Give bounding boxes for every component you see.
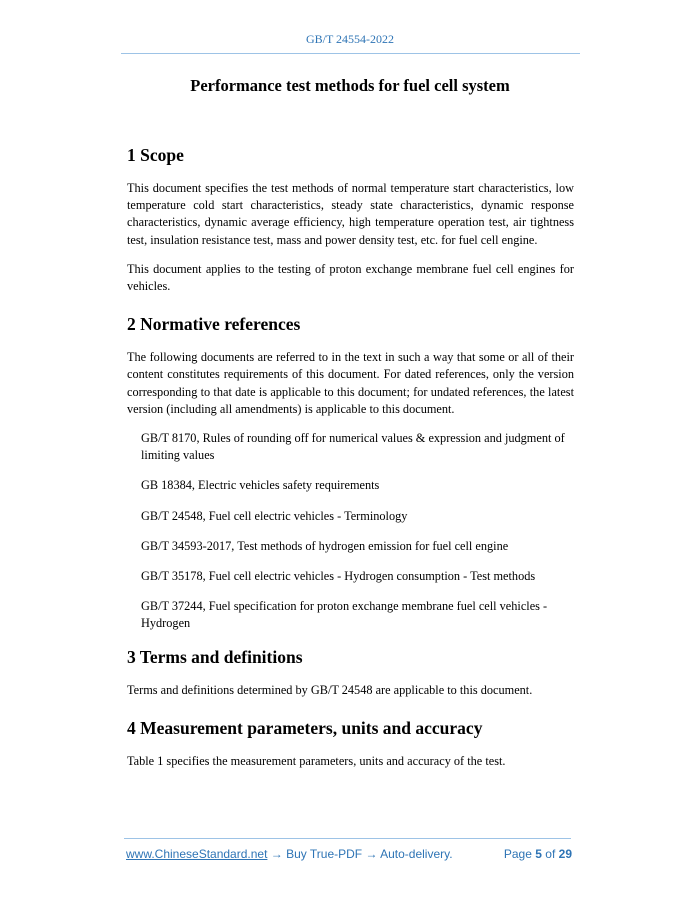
header-standard-code: GB/T 24554-2022 bbox=[305, 32, 395, 46]
reference-item: GB/T 8170, Rules of rounding off for numerical values & expression and judgment of limiting values bbox=[141, 431, 565, 463]
footer-divider bbox=[124, 838, 571, 839]
website-link[interactable]: www.ChineseStandard.net bbox=[126, 847, 268, 861]
section-heading-normative-references: 2 Normative references bbox=[127, 314, 301, 335]
page-current: 5 bbox=[535, 847, 542, 861]
terms-paragraph: Terms and definitions determined by GB/T 24548 are applicable to this document. bbox=[127, 682, 533, 697]
section-heading-measurement: 4 Measurement parameters, units and accuracy bbox=[127, 717, 483, 738]
section-heading-terms: 3 Terms and definitions bbox=[127, 646, 303, 667]
reference-item: GB/T 37244, Fuel specification for proton exchange membrane fuel cell vehicles - Hydrogen bbox=[141, 599, 548, 631]
scope-paragraph-2: This document applies to the testing of proton exchange membrane fuel cell engines for vehicles. bbox=[127, 261, 574, 294]
page-total: 29 bbox=[558, 847, 572, 861]
document-body bbox=[127, 144, 574, 782]
reference-item: GB/T 35178, Fuel cell electric vehicles - Hydrogen consumption - Test methods bbox=[141, 569, 536, 584]
reference-item: GB 18384, Electric vehicles safety requirements bbox=[141, 478, 380, 493]
document-title: Performance test methods for fuel cell system bbox=[190, 76, 510, 95]
header-divider bbox=[121, 53, 580, 54]
measurement-paragraph: Table 1 specifies the measurement parameters, units and accuracy of the test. bbox=[127, 753, 506, 768]
reference-item: GB/T 34593-2017, Test methods of hydrogen emission for fuel cell engine bbox=[141, 538, 509, 553]
page-indicator bbox=[504, 847, 572, 861]
section-heading-scope: 1 Scope bbox=[127, 145, 184, 165]
page-footer bbox=[126, 847, 572, 861]
normative-intro-paragraph: The following documents are referred to in the text in such a way that some or all of their content constitutes requirements of this document. For dated references, only the version corresponding to that date is applicable to this document; for undated references, the latest version (including all amendments) is applicable to this document. bbox=[127, 350, 574, 416]
reference-list bbox=[127, 430, 574, 633]
page-of-label: of bbox=[545, 847, 556, 861]
reference-item: GB/T 24548, Fuel cell electric vehicles - Terminology bbox=[141, 508, 408, 523]
scope-paragraph-1: This document specifies the test methods of normal temperature start characteristics, low temperature cold start characteristics, steady state characteristics, dynamic response characteristics, dynamic average efficiency, high temperature operation test, air tightness test, insulation resistance test, mass and power density test, etc. for fuel cell engine. bbox=[127, 181, 574, 247]
footer-tagline: → Buy True-PDF → Auto-delivery. bbox=[267, 847, 453, 861]
page-label: Page bbox=[503, 847, 532, 861]
